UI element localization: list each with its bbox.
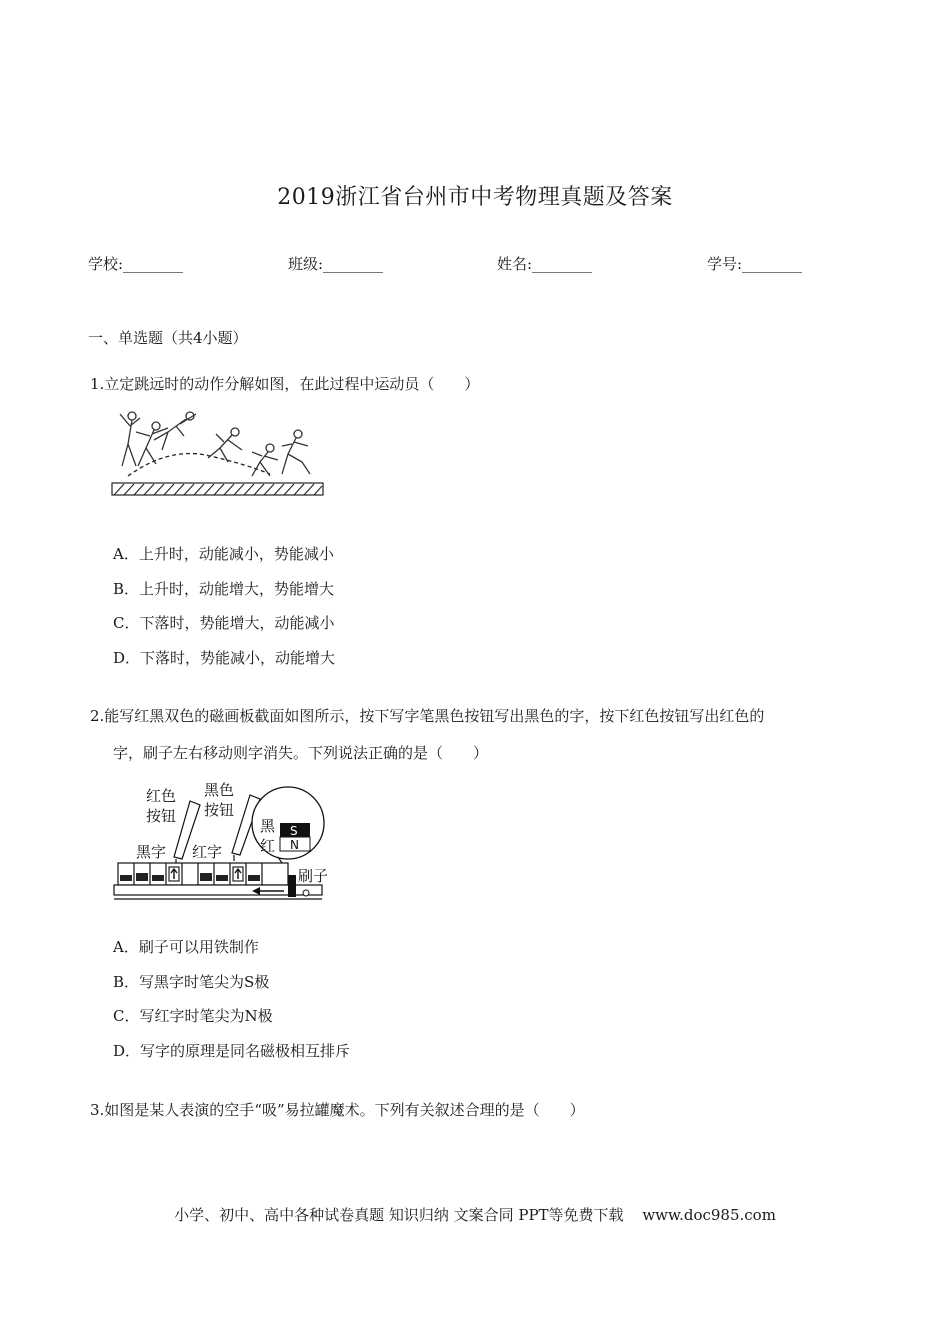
class-field: 班级:________ xyxy=(288,255,384,273)
s-pole-label: S xyxy=(290,824,298,838)
red-character-label: 红字 xyxy=(192,843,223,861)
black-button-label-line1: 黑色 xyxy=(204,781,235,799)
black-button-label-line2: 按钮 xyxy=(204,801,235,819)
question-2-stem: 2.能写红黑双色的磁画板截面如图所示，按下写字笔黑色按钮写出黑色的字，按下红色按钮写出红色的 字，刷子左右移动则字消失。下列说法正确的是（ ） xyxy=(90,707,765,762)
section-heading: 一、单选题（共4小题） xyxy=(88,329,248,347)
black-character-label: 黑字 xyxy=(136,843,167,861)
question-1-stem: 1.立定跳远时的动作分解如图，在此过程中运动员（ ） xyxy=(90,375,480,393)
question-3-stem: 3.如图是某人表演的空手“吸”易拉罐魔术。下列有关叙述合理的是（ ） xyxy=(90,1101,585,1119)
name-field: 姓名:________ xyxy=(497,255,593,273)
option-a[interactable]: A．刷子可以用铁制作 xyxy=(113,938,259,956)
footer-text: 小学、初中、高中各种试卷真题 知识归纳 文案合同 PPT等免费下载 xyxy=(174,1206,624,1224)
red-button-label-line1: 红色 xyxy=(146,787,177,805)
option-b[interactable]: B．写黑字时笔尖为S极 xyxy=(113,972,270,991)
option-d[interactable]: D．下落时，势能减小，动能增大 xyxy=(113,648,336,667)
option-a[interactable]: A．上升时，动能减小，势能减小 xyxy=(113,545,334,563)
page-title: 2019浙江省台州市中考物理真题及答案 xyxy=(277,185,673,210)
option-c[interactable]: C．写红字时笔尖为N极 xyxy=(113,1007,273,1025)
n-pole-label: N xyxy=(290,838,299,852)
page-footer xyxy=(0,1204,950,1225)
option-c[interactable]: C．下落时，势能增大，动能减小 xyxy=(113,614,335,632)
student-number-field: 学号:________ xyxy=(707,255,803,273)
question-1-options xyxy=(113,537,335,675)
black-label: 黑 xyxy=(260,817,276,835)
red-label: 红 xyxy=(260,837,276,855)
footer-link[interactable]: www.doc985.com xyxy=(642,1206,776,1224)
standing-long-jump-figure xyxy=(110,404,325,498)
option-b[interactable]: B．上升时，动能增大，势能增大 xyxy=(113,579,335,598)
question-2-options xyxy=(113,930,350,1068)
school-field: 学校:________ xyxy=(88,255,184,273)
brush-label: 刷子 xyxy=(298,867,329,885)
option-d[interactable]: D．写字的原理是同名磁极相互排斥 xyxy=(113,1041,351,1060)
magnetic-drawing-board-figure xyxy=(110,775,340,915)
red-button-label-line2: 按钮 xyxy=(146,807,177,825)
